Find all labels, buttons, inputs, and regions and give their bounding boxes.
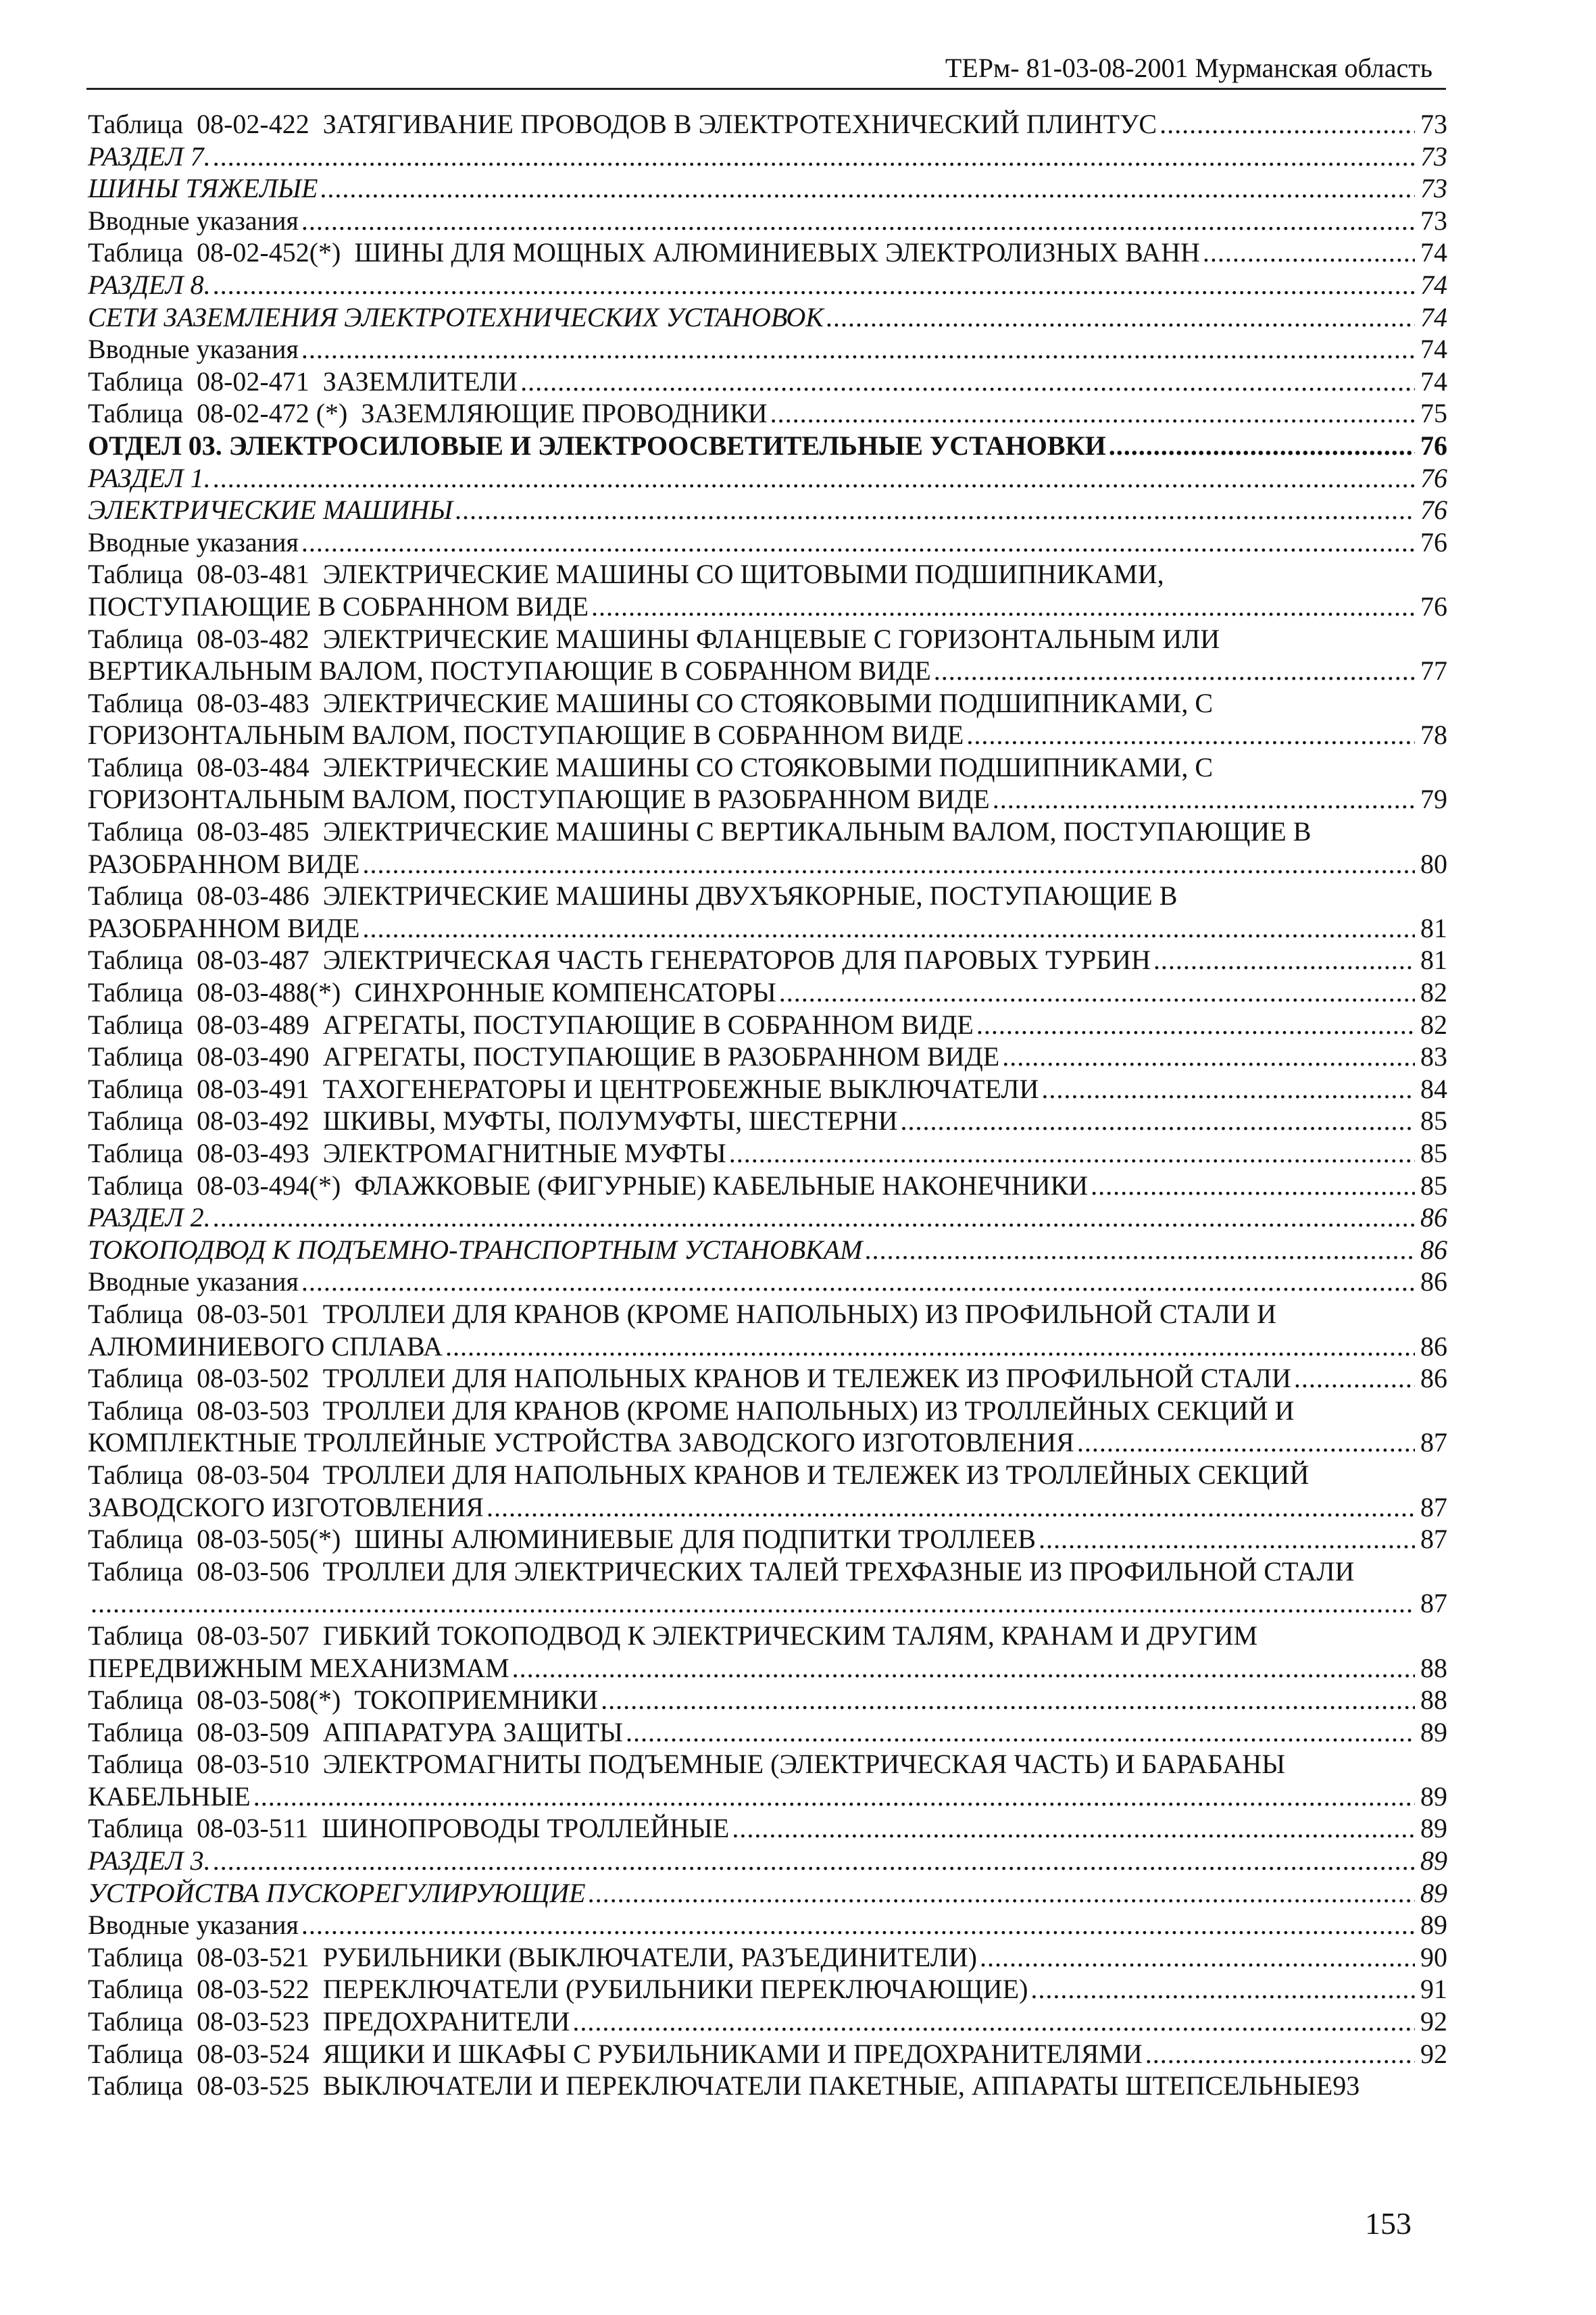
- dot-leader: [445, 1330, 1415, 1363]
- toc-entry-title: ВЫКЛЮЧАТЕЛИ И ПЕРЕКЛЮЧАТЕЛИ ПАКЕТНЫЕ, АППАРАТЫ ШТЕПСЕЛЬНЫЕ93: [322, 2070, 1360, 2101]
- toc-page-ref: 74: [1420, 237, 1447, 268]
- toc-page-ref: 74: [1420, 334, 1447, 365]
- toc-entry-title: Таблица 08-03-484 ЭЛЕКТРИЧЕСКИЕ МАШИНЫ СО СТОЯКОВЫМИ ПОДШИПНИКАМИ, С: [88, 751, 1214, 782]
- dot-leader: [455, 494, 1415, 526]
- toc-entry-title: Вводные указания: [88, 1266, 299, 1297]
- toc-entry-title: ЗАТЯГИВАНИЕ ПРОВОДОВ В ЭЛЕКТРОТЕХНИЧЕСКИЙ ПЛИНТУС: [322, 109, 1157, 139]
- toc-page-ref: 87: [1420, 1491, 1447, 1522]
- toc-entry-title: ТОКОПРИЕМНИКИ: [354, 1685, 599, 1716]
- dot-leader: [865, 1234, 1415, 1266]
- toc-page-ref: 86: [1420, 1363, 1447, 1394]
- subsection-heading: РАЗДЕЛ 2.: [88, 1202, 211, 1233]
- toc-entry-continuation: КОМПЛЕКТНЫЕ ТРОЛЛЕЙНЫЕ УСТРОЙСТВА ЗАВОДСКОГО ИЗГОТОВЛЕНИЯ: [88, 1427, 1074, 1458]
- dot-leader: [966, 719, 1415, 751]
- toc-entry: [88, 1684, 1447, 1716]
- dot-leader: [1145, 2038, 1415, 2070]
- subsection-heading: ТОКОПОДВОД К ПОДЪЕМНО-ТРАНСПОРТНЫМ УСТАНОВКАМ: [88, 1234, 863, 1265]
- toc-entry-label: Таблица 08-03-493: [88, 1138, 323, 1168]
- subsection-heading: ШИНЫ ТЯЖЕЛЫЕ: [88, 173, 318, 204]
- toc-entry: [88, 1234, 1447, 1266]
- dot-leader: [1002, 1041, 1415, 1073]
- toc-entry-title: Таблица 08-03-483 ЭЛЕКТРИЧЕСКИЕ МАШИНЫ СО СТОЯКОВЫМИ ПОДШИПНИКАМИ, С: [88, 687, 1214, 718]
- section-heading: ОТДЕЛ 03. ЭЛЕКТРОСИЛОВЫЕ И ЭЛЕКТРООСВЕТИТЕЛЬНЫЕ УСТАНОВКИ: [88, 430, 1106, 461]
- dot-leader: [1077, 1426, 1415, 1459]
- toc-entry-title: ЯЩИКИ И ШКАФЫ С РУБИЛЬНИКАМИ И ПРЕДОХРАНИТЕЛЯМИ: [322, 2038, 1143, 2069]
- toc-entry: [88, 1716, 1447, 1749]
- toc-entry: [88, 205, 1447, 237]
- toc-entry-title: Вводные указания: [88, 334, 299, 365]
- dot-leader: [826, 301, 1415, 334]
- dot-leader: [214, 141, 1415, 173]
- toc-page-ref: 82: [1420, 977, 1447, 1008]
- toc-entry: [88, 1395, 1447, 1459]
- toc-entry-continuation: ПЕРЕДВИЖНЫМ МЕХАНИЗМАМ: [88, 1652, 509, 1683]
- toc-entry-continuation: РАЗОБРАННОМ ВИДЕ: [88, 848, 360, 879]
- toc-entry-continuation: РАЗОБРАННОМ ВИДЕ: [88, 912, 360, 943]
- toc-entry: [88, 1812, 1447, 1845]
- toc-entry: [88, 366, 1447, 398]
- toc-entry: [88, 1555, 1447, 1620]
- toc-entry-title: Таблица 08-03-510 ЭЛЕКТРОМАГНИТЫ ПОДЪЕМНЫЕ (ЭЛЕКТРИЧЕСКАЯ ЧАСТЬ) И БАРАБАНЫ: [88, 1749, 1286, 1780]
- toc-entry-title: ЭЛЕКТРИЧЕСКАЯ ЧАСТЬ ГЕНЕРАТОРОВ ДЛЯ ПАРОВЫХ ТУРБИН: [322, 945, 1151, 976]
- dot-leader: [591, 591, 1415, 623]
- toc-entry-continuation: ГОРИЗОНТАЛЬНЫМ ВАЛОМ, ПОСТУПАЮЩИЕ В СОБРАННОМ ВИДЕ: [88, 720, 964, 751]
- toc-entry: [88, 1748, 1447, 1812]
- dot-leader: [1041, 1073, 1415, 1105]
- toc-entry: [88, 1909, 1447, 1941]
- toc-entry-title: АППАРАТУРА ЗАЩИТЫ: [322, 1716, 624, 1747]
- toc-entry: [88, 976, 1447, 1009]
- toc-entry-label: Таблица 08-03-508(*): [88, 1685, 355, 1716]
- toc-entry-title: Таблица 08-03-486 ЭЛЕКТРИЧЕСКИЕ МАШИНЫ ДВУХЪЯКОРНЫЕ, ПОСТУПАЮЩИЕ В: [88, 880, 1178, 912]
- toc-entry: [88, 494, 1447, 526]
- toc-entry: [88, 687, 1447, 751]
- toc-page-ref: 74: [1420, 301, 1447, 332]
- toc-entry-title: ТАХОГЕНЕРАТОРЫ И ЦЕНТРОБЕЖНЫЕ ВЫКЛЮЧАТЕЛИ: [322, 1073, 1039, 1104]
- dot-leader: [1159, 108, 1415, 141]
- toc-entry: [88, 1266, 1447, 1298]
- dot-leader: [301, 333, 1415, 366]
- page-number: 153: [1365, 2206, 1412, 2241]
- toc-entry: [88, 1877, 1447, 1910]
- toc-entry: [88, 623, 1447, 687]
- subsection-heading: УСТРОЙСТВА ПУСКОРЕГУЛИРУЮЩИЕ: [88, 1877, 586, 1908]
- toc-entry-label: Таблица 08-03-491: [88, 1073, 323, 1104]
- toc-entry: [88, 2006, 1447, 2038]
- dot-leader: [1091, 1170, 1415, 1202]
- dot-leader: [980, 1941, 1415, 1974]
- toc-entry-title: АГРЕГАТЫ, ПОСТУПАЮЩИЕ В РАЗОБРАННОМ ВИДЕ: [322, 1041, 1000, 1072]
- subsection-heading: ЭЛЕКТРИЧЕСКИЕ МАШИНЫ: [88, 495, 453, 526]
- toc-entry-label: Таблица 08-02-471: [88, 366, 323, 397]
- toc-entry-continuation: ЗАВОДСКОГО ИЗГОТОВЛЕНИЯ: [88, 1491, 484, 1522]
- toc-entry-continuation: АЛЮМИНИЕВОГО СПЛАВА: [88, 1330, 443, 1362]
- toc-page-ref: 87: [1420, 1588, 1447, 1619]
- toc-page-ref: 76: [1420, 430, 1447, 461]
- toc-entry: [88, 462, 1447, 495]
- toc-entry-label: Таблица 08-03-511: [88, 1813, 322, 1844]
- dot-leader: [362, 912, 1415, 945]
- toc-entry: [88, 141, 1447, 173]
- dot-leader: [976, 1009, 1415, 1041]
- dot-leader: [214, 1845, 1415, 1877]
- toc-page-ref: 87: [1420, 1524, 1447, 1555]
- dot-leader: [1153, 944, 1415, 976]
- dot-leader: [770, 397, 1415, 430]
- toc-page-ref: 88: [1420, 1652, 1447, 1683]
- dot-leader: [729, 1137, 1415, 1170]
- toc-page-ref: 86: [1420, 1202, 1447, 1233]
- toc-entry: [88, 1459, 1447, 1523]
- toc-entry-label: Таблица 08-02-472 (*): [88, 398, 361, 429]
- toc-page-ref: 74: [1420, 269, 1447, 300]
- toc-entry-label: Таблица 08-02-422: [88, 109, 323, 139]
- toc-entry-title: ШИНОПРОВОДЫ ТРОЛЛЕЙНЫЕ: [322, 1813, 730, 1844]
- toc-page-ref: 81: [1420, 912, 1447, 943]
- dot-leader: [1203, 237, 1415, 269]
- toc-page-ref: 86: [1420, 1266, 1447, 1297]
- toc-entry: [88, 430, 1447, 462]
- toc-entry: [88, 1009, 1447, 1041]
- toc-entry-label: Таблица 08-03-505(*): [88, 1524, 355, 1555]
- toc-entry: [88, 1041, 1447, 1073]
- toc-page-ref: 89: [1420, 1716, 1447, 1747]
- toc-page-ref: 89: [1420, 1910, 1447, 1941]
- toc-entry-title: Таблица 08-03-504 ТРОЛЛЕИ ДЛЯ НАПОЛЬНЫХ КРАНОВ И ТЕЛЕЖЕК ИЗ ТРОЛЛЕЙНЫХ СЕКЦИЙ: [88, 1459, 1310, 1490]
- toc-entry-continuation: ВЕРТИКАЛЬНЫМ ВАЛОМ, ПОСТУПАЮЩИЕ В СОБРАННОМ ВИДЕ: [88, 655, 931, 687]
- dot-leader: [1294, 1362, 1415, 1395]
- toc-entry-title: Таблица 08-03-507 ГИБКИЙ ТОКОПОДВОД К ЭЛЕКТРИЧЕСКИМ ТАЛЯМ, КРАНАМ И ДРУГИМ: [88, 1620, 1258, 1651]
- subsection-heading: РАЗДЕЛ 8.: [88, 269, 211, 300]
- dot-leader: [301, 526, 1415, 559]
- toc-entry-label: Таблица 08-03-487: [88, 945, 323, 976]
- toc-entry: [88, 1362, 1447, 1395]
- toc-entry-title: ЗАЗЕМЛЯЮЩИЕ ПРОВОДНИКИ: [361, 398, 768, 429]
- toc-page-ref: 90: [1420, 1941, 1447, 1972]
- toc-page-ref: 74: [1420, 366, 1447, 397]
- dot-leader: [301, 1909, 1415, 1941]
- running-header: ТЕРм- 81-03-08-2001 Мурманская область: [945, 53, 1432, 83]
- toc-page-ref: 82: [1420, 1009, 1447, 1040]
- toc-page-ref: 76: [1420, 495, 1447, 526]
- toc-page-ref: 81: [1420, 945, 1447, 976]
- toc-entry-title: СИНХРОННЫЕ КОМПЕНСАТОРЫ: [354, 977, 776, 1008]
- toc-entry: [88, 558, 1447, 622]
- toc-page-ref: 89: [1420, 1877, 1447, 1908]
- toc-page-ref: 89: [1420, 1813, 1447, 1844]
- toc-entry-label: Таблица 08-03-489: [88, 1009, 323, 1040]
- toc-page-ref: 78: [1420, 720, 1447, 751]
- toc-entry-title: ЗАЗЕМЛИТЕЛИ: [322, 366, 518, 397]
- toc-entry: [88, 1298, 1447, 1362]
- toc-entry: [88, 1170, 1447, 1202]
- toc-entry-title: АГРЕГАТЫ, ПОСТУПАЮЩИЕ В СОБРАННОМ ВИДЕ: [322, 1009, 974, 1040]
- toc-entry: [88, 108, 1447, 141]
- dot-leader: [214, 1201, 1415, 1234]
- toc-entry: [88, 397, 1447, 430]
- toc-entry-label: Таблица 08-03-525: [88, 2070, 323, 2101]
- toc-entry: [88, 301, 1447, 334]
- dot-leader: [993, 783, 1415, 816]
- dot-leader: [1030, 1973, 1415, 2006]
- toc-page-ref: 75: [1420, 398, 1447, 429]
- dot-leader: [301, 205, 1415, 237]
- dot-leader: [520, 366, 1415, 398]
- toc-page-ref: 80: [1420, 848, 1447, 879]
- toc-entry: [88, 1973, 1447, 2006]
- toc-page-ref: 73: [1420, 205, 1447, 236]
- toc-entry: [88, 1201, 1447, 1234]
- toc-page-ref: 77: [1420, 655, 1447, 687]
- toc-page-ref: 73: [1420, 141, 1447, 172]
- toc-page-ref: 73: [1420, 173, 1447, 204]
- toc-entry: [88, 1523, 1447, 1555]
- toc-entry-title: Вводные указания: [88, 526, 299, 557]
- toc-entry-title: ШИНЫ АЛЮМИНИЕВЫЕ ДЛЯ ПОДПИТКИ ТРОЛЛЕЕВ: [354, 1524, 1036, 1555]
- dot-leader: [732, 1812, 1415, 1845]
- subsection-heading: РАЗДЕЛ 1.: [88, 462, 211, 493]
- toc-entry-label: Таблица 08-03-524: [88, 2038, 323, 2069]
- dot-leader: [214, 462, 1415, 495]
- toc-entry: [88, 172, 1447, 205]
- toc-entry: [88, 269, 1447, 301]
- toc-entry-label: Таблица 08-03-509: [88, 1716, 323, 1747]
- toc-page-ref: 76: [1420, 591, 1447, 622]
- toc-entry-label: Таблица 08-03-492: [88, 1105, 323, 1137]
- toc-entry-title: РУБИЛЬНИКИ (ВЫКЛЮЧАТЕЛИ, РАЗЪЕДИНИТЕЛИ): [322, 1941, 977, 1972]
- dot-leader: [934, 655, 1415, 687]
- toc-page-ref: 79: [1420, 784, 1447, 815]
- toc-entry: [88, 1620, 1447, 1684]
- toc-entry: [88, 2070, 1447, 2102]
- toc-entry: [88, 237, 1447, 269]
- toc-entry-title: ТРОЛЛЕИ ДЛЯ НАПОЛЬНЫХ КРАНОВ И ТЕЛЕЖЕК ИЗ ПРОФИЛЬНОЙ СТАЛИ: [322, 1363, 1291, 1394]
- toc-page-ref: 88: [1420, 1685, 1447, 1716]
- toc-entry: [88, 816, 1447, 880]
- toc-page-ref: 85: [1420, 1138, 1447, 1168]
- toc-entry: [88, 2038, 1447, 2070]
- toc-page-ref: 76: [1420, 526, 1447, 557]
- toc-entry: [88, 751, 1447, 816]
- dot-leader: [362, 848, 1415, 880]
- dot-leader: [512, 1652, 1415, 1685]
- toc-entry-title: Таблица 08-03-503 ТРОЛЛЕИ ДЛЯ КРАНОВ (КРОМЕ НАПОЛЬНЫХ) ИЗ ТРОЛЛЕЙНЫХ СЕКЦИЙ И: [88, 1395, 1295, 1426]
- dot-leader: [320, 172, 1415, 205]
- dot-leader: [1109, 430, 1415, 462]
- toc-entry: [88, 880, 1447, 944]
- dot-leader: [572, 2006, 1415, 2038]
- toc-entry-title: Вводные указания: [88, 1910, 299, 1941]
- toc-entry-label: Таблица 08-03-502: [88, 1363, 323, 1394]
- toc-page-ref: 89: [1420, 1781, 1447, 1812]
- toc-entry: [88, 944, 1447, 976]
- toc-entry-title: ШКИВЫ, МУФТЫ, ПОЛУМУФТЫ, ШЕСТЕРНИ: [322, 1105, 898, 1137]
- toc-entry-label: Таблица 08-03-488(*): [88, 977, 355, 1008]
- dot-leader: [487, 1491, 1415, 1524]
- toc-entry: [88, 526, 1447, 559]
- toc-entry-label: Таблица 08-02-452(*): [88, 237, 355, 268]
- dot-leader: [601, 1684, 1415, 1716]
- dot-leader: [301, 1266, 1415, 1298]
- toc-entry-title: ФЛАЖКОВЫЕ (ФИГУРНЫЕ) КАБЕЛЬНЫЕ НАКОНЕЧНИКИ: [354, 1170, 1089, 1201]
- subsection-heading: РАЗДЕЛ 3.: [88, 1845, 211, 1876]
- dot-leader: [214, 269, 1415, 301]
- toc-entry: [88, 1941, 1447, 1974]
- toc-page-ref: 87: [1420, 1427, 1447, 1458]
- dot-leader: [253, 1781, 1415, 1813]
- toc-entry-title: Вводные указания: [88, 205, 299, 236]
- toc-entry-continuation: ГОРИЗОНТАЛЬНЫМ ВАЛОМ, ПОСТУПАЮЩИЕ В РАЗОБРАННОМ ВИДЕ: [88, 784, 990, 815]
- table-of-contents: [88, 108, 1447, 2102]
- toc-page-ref: 85: [1420, 1170, 1447, 1201]
- toc-entry: [88, 333, 1447, 366]
- toc-entry-title: Таблица 08-03-485 ЭЛЕКТРИЧЕСКИЕ МАШИНЫ С ВЕРТИКАЛЬНЫМ ВАЛОМ, ПОСТУПАЮЩИЕ В: [88, 816, 1312, 847]
- toc-entry-title: ПРЕДОХРАНИТЕЛИ: [322, 2006, 570, 2037]
- dot-leader: [589, 1877, 1415, 1910]
- toc-entry-label: Таблица 08-03-522: [88, 1974, 323, 2005]
- toc-page-ref: 85: [1420, 1105, 1447, 1137]
- toc-entry-label: Таблица 08-03-521: [88, 1941, 323, 1972]
- dot-leader: [779, 976, 1415, 1009]
- dot-leader: [626, 1716, 1415, 1749]
- toc-page-ref: 86: [1420, 1330, 1447, 1362]
- toc-entry-title: Таблица 08-03-501 ТРОЛЛЕИ ДЛЯ КРАНОВ (КРОМЕ НАПОЛЬНЫХ) ИЗ ПРОФИЛЬНОЙ СТАЛИ И: [88, 1298, 1276, 1329]
- dot-leader: [1039, 1523, 1415, 1555]
- toc-entry-title: Таблица 08-03-482 ЭЛЕКТРИЧЕСКИЕ МАШИНЫ ФЛАНЦЕВЫЕ С ГОРИЗОНТАЛЬНЫМ ИЛИ: [88, 623, 1220, 654]
- toc-page-ref: 89: [1420, 1845, 1447, 1876]
- toc-entry-title: ШИНЫ ДЛЯ МОЩНЫХ АЛЮМИНИЕВЫХ ЭЛЕКТРОЛИЗНЫХ ВАНН: [354, 237, 1200, 268]
- toc-page-ref: 83: [1420, 1041, 1447, 1072]
- header-rule: [86, 88, 1446, 90]
- toc-entry-continuation: КАБЕЛЬНЫЕ: [88, 1781, 251, 1812]
- toc-page-ref: 73: [1420, 109, 1447, 139]
- toc-entry-continuation: ПОСТУПАЮЩИЕ В СОБРАННОМ ВИДЕ: [88, 591, 589, 622]
- toc-entry-title: Таблица 08-03-506 ТРОЛЛЕИ ДЛЯ ЭЛЕКТРИЧЕСКИХ ТАЛЕЙ ТРЕХФАЗНЫЕ ИЗ ПРОФИЛЬНОЙ СТАЛИ: [88, 1555, 1355, 1587]
- toc-entry: [88, 1105, 1447, 1137]
- toc-page-ref: 84: [1420, 1073, 1447, 1104]
- subsection-heading: СЕТИ ЗАЗЕМЛЕНИЯ ЭЛЕКТРОТЕХНИЧЕСКИХ УСТАНОВОК: [88, 301, 824, 332]
- toc-entry: [88, 1073, 1447, 1105]
- toc-page-ref: 91: [1420, 1974, 1447, 2005]
- toc-entry-title: Таблица 08-03-481 ЭЛЕКТРИЧЕСКИЕ МАШИНЫ СО ЩИТОВЫМИ ПОДШИПНИКАМИ,: [88, 559, 1164, 590]
- dot-leader: [91, 1587, 1415, 1620]
- toc-entry-title: ЭЛЕКТРОМАГНИТНЫЕ МУФТЫ: [322, 1138, 726, 1168]
- toc-page-ref: 92: [1420, 2038, 1447, 2069]
- toc-entry: [88, 1845, 1447, 1877]
- subsection-heading: РАЗДЕЛ 7.: [88, 141, 211, 172]
- toc-page-ref: 92: [1420, 2006, 1447, 2037]
- toc-page-ref: 86: [1420, 1234, 1447, 1265]
- toc-entry: [88, 1137, 1447, 1170]
- toc-entry-label: Таблица 08-03-494(*): [88, 1170, 355, 1201]
- toc-entry-label: Таблица 08-03-523: [88, 2006, 323, 2037]
- toc-entry-label: Таблица 08-03-490: [88, 1041, 323, 1072]
- toc-page-ref: 76: [1420, 462, 1447, 493]
- dot-leader: [900, 1105, 1415, 1137]
- toc-entry-title: ПЕРЕКЛЮЧАТЕЛИ (РУБИЛЬНИКИ ПЕРЕКЛЮЧАЮЩИЕ): [322, 1974, 1028, 2005]
